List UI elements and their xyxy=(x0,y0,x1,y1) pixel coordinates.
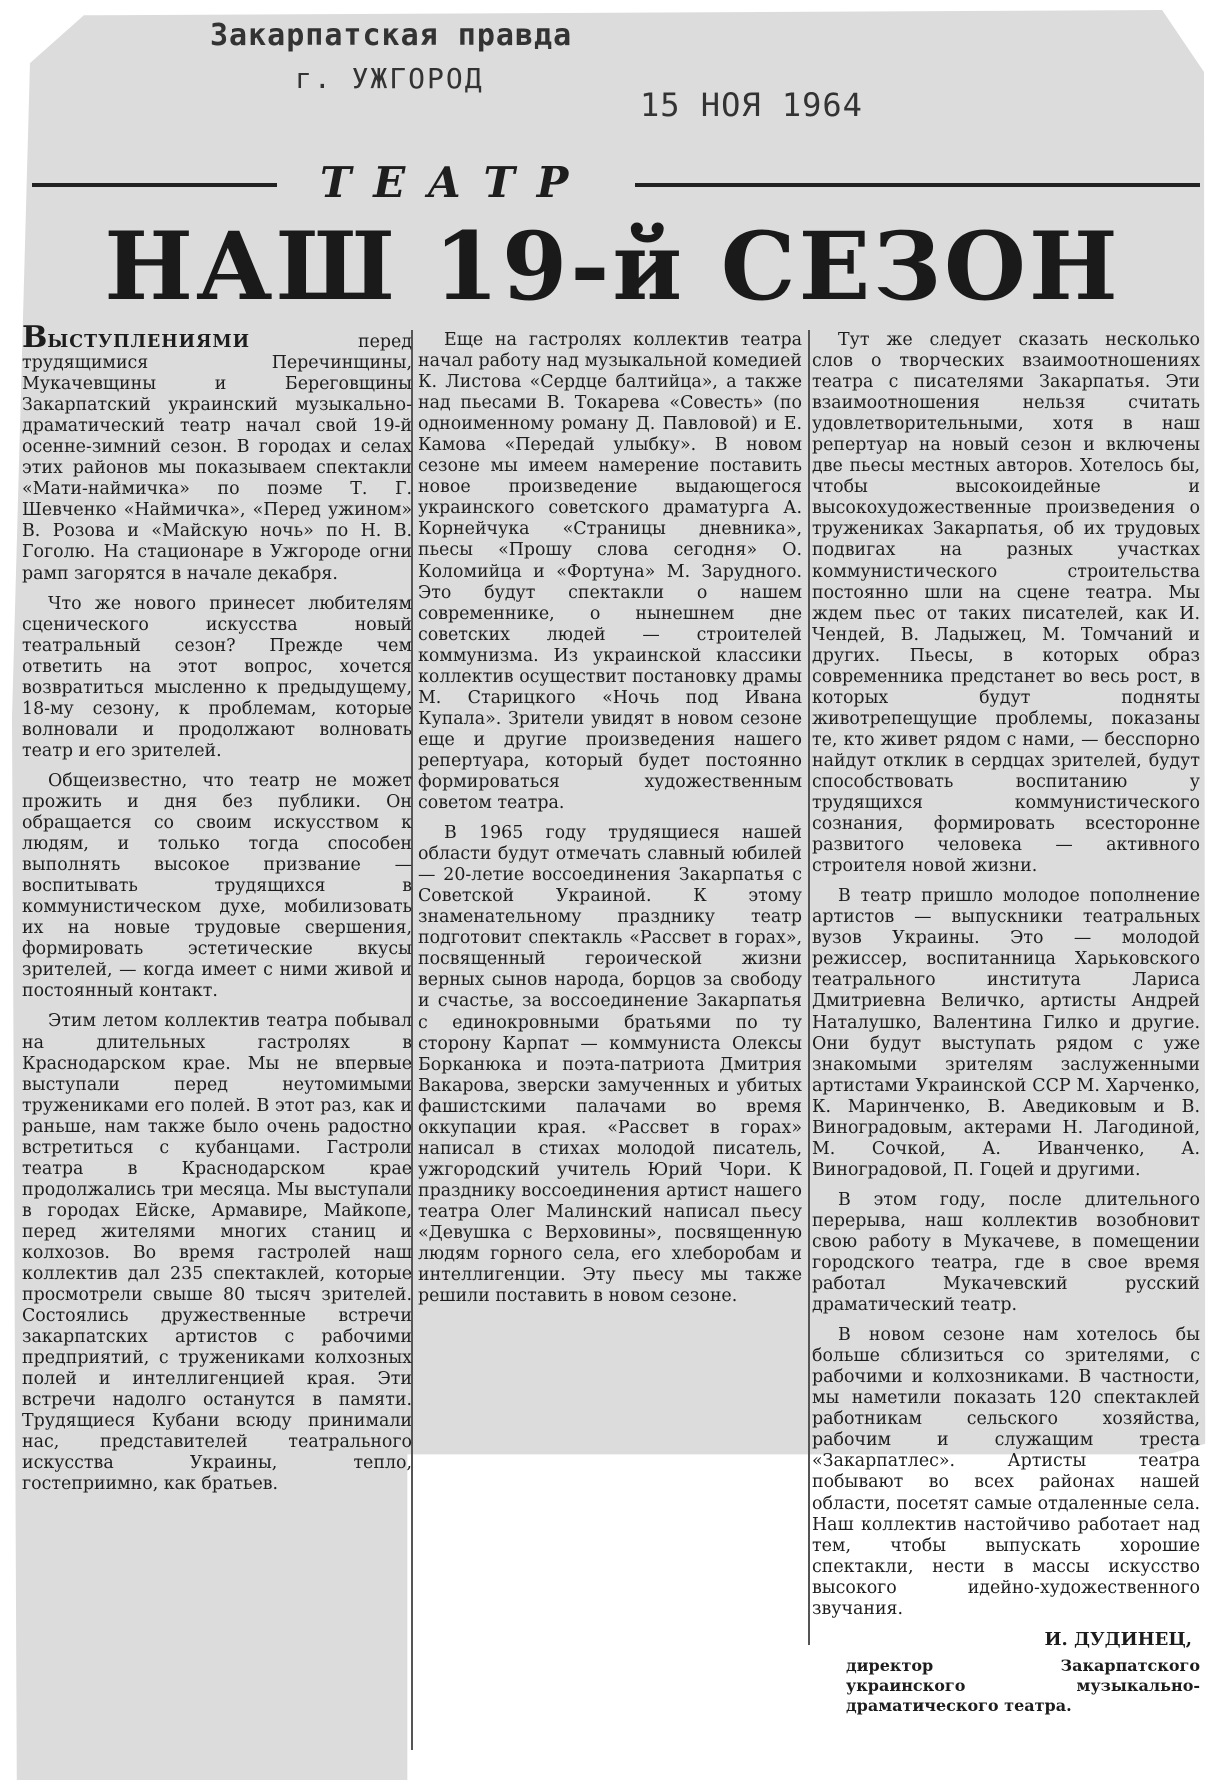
article-paragraph: Общеизвестно, что театр не может прожить и дня без публики. Он обращается со своим искусством к людям, и только тогда способен выполнять высокое призвание — воспитывать трудящихся в коммунистическом духе, мобилизовать их на новые трудовые свершения, формировать эстетические вкусы зрителей, — когда имеет с ними живой и постоянный контакт. xyxy=(22,770,412,1002)
article-paragraph: Тут же следует сказать несколько слов о творческих взаимоотношениях театра с писателями Закарпатья. Эти взаимоотношения нельзя считать удовлетворительными, хотя в наш репертуар на новый сезон и включены две пьесы местных авторов. Хотелось бы, чтобы высокоидейные и высокохудожественные произведения о тружениках Закарпатья, об их трудовых подвигах на разных участках коммунистического строительства постоянно шли на сцене театра. Мы ждем пьес от таких писателей, как И. Чендей, В. Ладыжец, М. Томчаний и других. Пьесы, в которых образ современника предстанет во весь рост, в которых будут подняты животрепещущие проблемы, показаны те, кто живет рядом с нами, — бесспорно найдут отклик в сердцах зрителей, будут способствовать воспитанию у трудящихся коммунистического сознания, формировать всесторонне развитого человека — активного строителя новой жизни. xyxy=(812,330,1200,877)
article-column-1 xyxy=(22,320,412,1505)
article-paragraph: В этом году, после длительного перерыва, наш коллектив возобновит свою работу в Мукачеве, в помещении городского театра, где в свое время работал Мукачевский русский драматический театр. xyxy=(812,1189,1200,1316)
article-paragraph: В театр пришло молодое пополнение артистов — выпускники театральных вузов Украины. Это — молодой режиссер, воспитанница Харьковского театрального института Лариса Дмитриевна Величко, артисты Андрей Наталушко, Валентина Гилко и другие. Они будут выступать рядом с уже знакомыми зрителям заслуженными артистами Украинской ССР М. Харченко, К. Маринченко, В. Аведиковым и В. Виноградовым, актерами Н. Лагодиной, М. Сочкой, А. Иванченко, А. Виноградовой, П. Гоцей и другими. xyxy=(812,886,1200,1180)
article-paragraph: Что же нового принесет любителям сценического искусства новый театральный сезон? Прежде чем ответить на этот вопрос, хочется возвратиться мысленно к предыдущему, 18-му сезону, к проблемам, которые волновали и продолжают волновать театр и его зрителей. xyxy=(22,593,412,761)
article-paragraph: Этим летом коллектив театра побывал на длительных гастролях в Краснодарском крае. Мы не впервые выступали перед неутомимыми тружениками его полей. В этот раз, как и раньше, нам также было очень радостно встретиться с кубанцами. Гастроли театра в Краснодарском крае продолжались три месяца. Мы выступали в городах Ейске, Армавире, Майкопе, перед жителями многих станиц и колхозов. Во время гастролей наш коллектив дал 235 спектаклей, которые просмотрели свыше 80 тысяч зрителей. Состоялись дружественные встречи закарпатских артистов с рабочими предприятий, с тружениками колхозных полей и интеллигенцией края. Эти встречи надолго останутся в памяти. Трудящиеся Кубани всюду принимали нас, представителей театрального искусства Украины, тепло, гостеприимно, как братьев. xyxy=(22,1011,412,1495)
date-stamp: 15 НОЯ 1964 xyxy=(640,86,863,124)
paragraph-text: перед трудящимися Перечинщины, Мукачевщины и Береговщины Закарпатский украинский музыкально-драматический театр начал свой 19-й осенне-зимний сезон. В городах и селах этих районов мы показываем спектакли «Мати-наймичка» по поэме Т. Г. Шевченко «Наймичка», «Перед ужином» В. Розова и «Майскую ночь» по Н. В. Гоголю. На стационаре в Ужгороде огни рамп загорятся в начале декабря. xyxy=(22,332,412,584)
author-title: директор Закарпатского украинского музыкально-драматического театра. xyxy=(846,1655,1200,1715)
rubric-rule-right xyxy=(635,183,1200,187)
article-paragraph: В новом сезоне нам хотелось бы больше сблизиться со зрителями, с рабочими и колхозниками. В частности, мы наметили показать 120 спектаклей работникам сельского хозяйства, рабочим и служащим треста «Закарпатлес». Артисты театра побывают во всех районах нашей области, посетят самые отдаленные села. Наш коллектив настойчиво работает над тем, чтобы выпускать хорошие спектакли, нести в массы искусство высокого идейно-художественного звучания. xyxy=(812,1325,1200,1619)
column-divider xyxy=(808,330,810,1645)
rubric-rule-left xyxy=(32,183,277,187)
article-paragraph: Еще на гастролях коллектив театра начал работу над музыкальной комедией К. Листова «Сердце балтийца», а также над пьесами В. Токарева «Совесть» (по одноименному роману Д. Павловой) и Е. Камова «Передай улыбку». В новом сезоне мы имеем намерение поставить новое произведение выдающегося украинского советского драматурга А. Корнейчука «Страницы дневника», пьесы «Прошу слова сегодня» О. Коломийца и «Фортуна» М. Зарудного. Это будут спектакли о нашем современнике, о нынешнем дне советских людей — строителей коммунизма. Из украинской классики коллектив осуществит постановку драмы М. Старицкого «Ночь под Ивана Купала». Зрители увидят в новом сезоне еще и другие произведения нашего репертуара, который будет постоянно формироваться художественным советом театра. xyxy=(418,330,802,814)
author-signature: И. ДУДИНЕЦ, xyxy=(1044,1628,1192,1650)
lead-word: ЫСТУПЛЕНИЯМИ xyxy=(47,332,251,352)
newspaper-stamp: Закарпатская правда xyxy=(210,18,573,53)
article-column-3 xyxy=(812,330,1200,1716)
article-paragraph: В 1965 году трудящиеся нашей области будут отмечать славный юбилей — 20-летие воссоединения Закарпатья с Советской Украиной. К этому знаменательному празднику театр подготовит спектакль «Рассвет в горах», посвященный героической жизни верных сынов народа, борцов за свободу и счастье, за воссоединение Закарпатья с единокровными братьями по ту сторону Карпат — коммуниста Олексы Борканюка и поэта-патриота Дмитрия Вакарова, зверски замученных и убитых фашистскими палачами во время оккупации края. «Рассвет в горах» написал в стихах молодой писатель, ужгородский учитель Юрий Чори. К празднику воссоединения артист нашего театра Олег Малинский написал пьесу «Девушка с Верховины», посвященную людям горного села, его хлеборобам и интеллигенции. Эту пьесу мы также решили поставить в новом сезоне. xyxy=(418,823,802,1307)
article-column-2 xyxy=(418,330,802,1316)
drop-cap: В xyxy=(22,320,48,355)
headline: НАШ 19-й СЕЗОН xyxy=(104,212,1121,322)
city-stamp: г. УЖГОРОД xyxy=(295,62,484,95)
rubric: ТЕАТР xyxy=(320,158,591,207)
article-paragraph xyxy=(22,320,412,585)
